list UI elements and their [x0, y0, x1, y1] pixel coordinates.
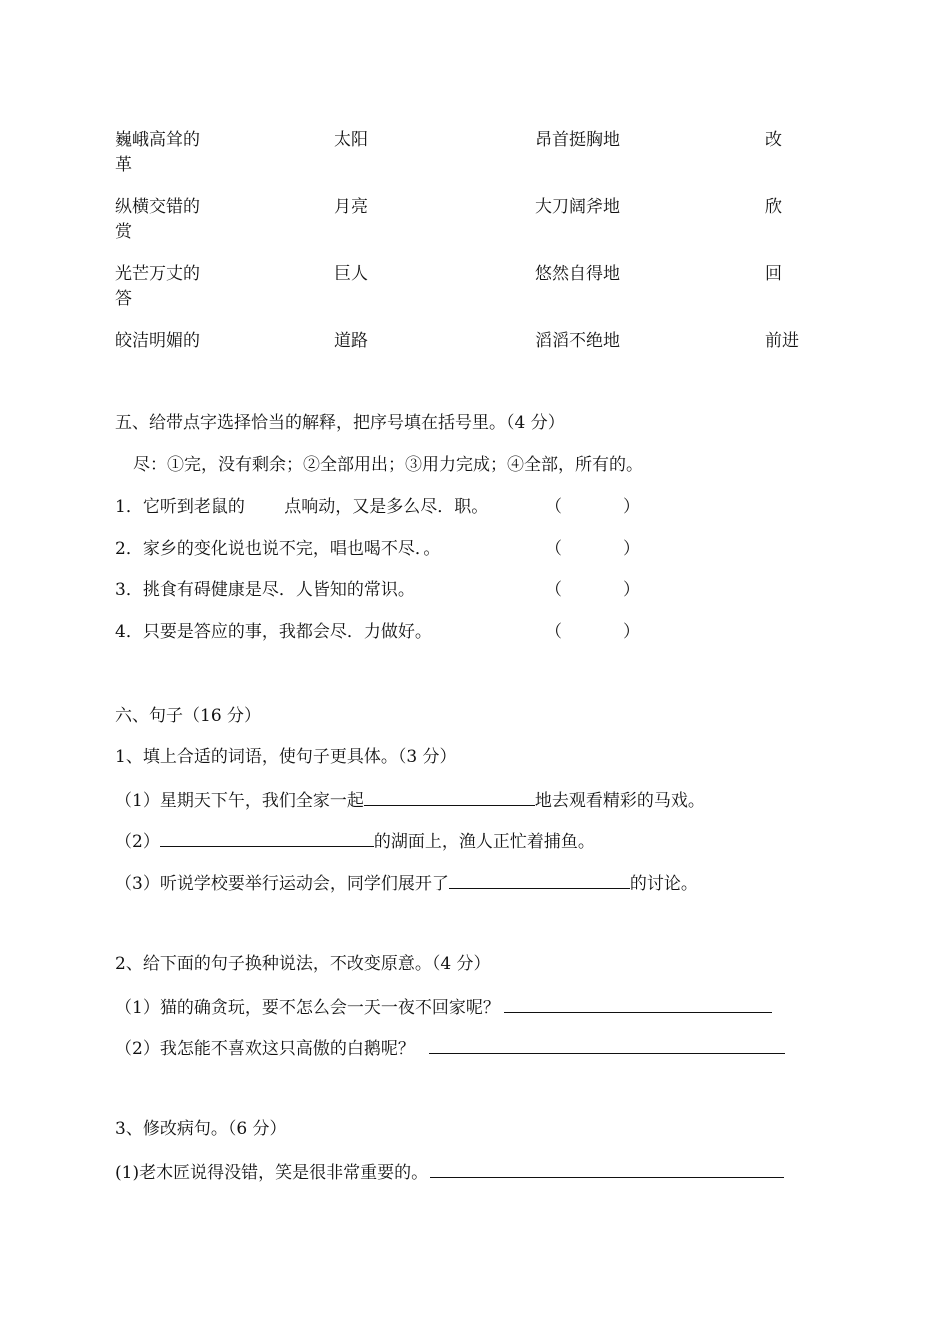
row3-col2: 巨人 — [334, 264, 368, 284]
q1-s3-after: 的讨论。 — [629, 874, 698, 894]
q3-s1-text: (1)老木匠说得没错，笑是很非常重要的。 — [115, 1163, 429, 1183]
answer-paren-close: ） — [623, 622, 640, 642]
row3-col4: 回 — [765, 264, 782, 284]
fill-blank[interactable] — [160, 828, 374, 847]
row1-col1: 巍峨高耸的 — [115, 130, 200, 150]
section6-title: 六、句子（16 分） — [115, 706, 262, 726]
section5-item-text: 2．家乡的变化说也说不完，唱也喝不尽．。 — [115, 539, 441, 559]
section5-title: 五、给带点字选择恰当的解释，把序号填在括号里。（4 分） — [115, 413, 565, 433]
answer-paren-close: ） — [623, 497, 640, 517]
row2-col1: 纵横交错的 — [115, 197, 200, 217]
row1-col4: 改 — [765, 130, 782, 150]
answer-paren-close: ） — [623, 539, 640, 559]
answer-paren-open: （ — [545, 539, 562, 559]
row1-col3: 昂首挺胸地 — [535, 130, 620, 150]
row4-col1: 皎洁明媚的 — [115, 331, 200, 351]
q1-s3-before: （3）听说学校要举行运动会，同学们展开了 — [115, 874, 449, 894]
answer-line[interactable] — [429, 1035, 785, 1054]
answer-paren-open: （ — [545, 622, 562, 642]
section5-item-text: 1．它听到老鼠的 点响动，又是多么尽．职。 — [115, 497, 489, 517]
answer-paren-open: （ — [545, 580, 562, 600]
row1-col4-wrap: 革 — [115, 155, 132, 175]
q2-sentence-2 — [115, 1035, 785, 1061]
section5-definition: 尽：①完，没有剩余；②全部用出；③用力完成；④全部，所有的。 — [133, 455, 643, 475]
row3-col3: 悠然自得地 — [535, 264, 620, 284]
q2-title: 2、给下面的句子换种说法，不改变原意。（4 分） — [115, 954, 491, 974]
q1-s2-before: （2） — [115, 832, 160, 852]
q2-sentence-1 — [115, 994, 772, 1020]
row4-col2: 道路 — [334, 331, 368, 351]
answer-line[interactable] — [430, 1159, 784, 1178]
q1-title: 1、填上合适的词语，使句子更具体。（3 分） — [115, 747, 457, 767]
answer-paren-close: ） — [623, 580, 640, 600]
q1-s2-after: 的湖面上，渔人正忙着捕鱼。 — [373, 832, 595, 852]
fill-blank[interactable] — [364, 787, 535, 806]
q3-sentence-1 — [115, 1159, 784, 1185]
row3-col4-wrap: 答 — [115, 289, 132, 309]
q1-sentence-1 — [115, 787, 705, 813]
row2-col2: 月亮 — [334, 197, 368, 217]
section5-item-text: 3．挑食有碍健康是尽．人皆知的常识。 — [115, 580, 415, 600]
q1-s1-before: （1）星期天下午，我们全家一起 — [115, 791, 364, 811]
row2-col4: 欣 — [765, 197, 782, 217]
q2-s2-text: （2）我怎能不喜欢这只高傲的白鹅呢？ — [115, 1039, 415, 1059]
q1-sentence-3 — [115, 870, 698, 896]
row4-col4: 前进 — [765, 331, 799, 351]
q1-s1-after: 地去观看精彩的马戏。 — [534, 791, 705, 811]
q1-sentence-2 — [115, 828, 595, 854]
row1-col2: 太阳 — [334, 130, 368, 150]
row4-col3: 滔滔不绝地 — [535, 331, 620, 351]
row2-col3: 大刀阔斧地 — [535, 197, 620, 217]
row3-col1: 光芒万丈的 — [115, 264, 200, 284]
row2-col4-wrap: 赏 — [115, 222, 132, 242]
answer-paren-open: （ — [545, 497, 562, 517]
answer-line[interactable] — [504, 994, 772, 1013]
fill-blank[interactable] — [449, 870, 630, 889]
q3-title: 3、修改病句。（6 分） — [115, 1119, 287, 1139]
q2-s1-text: （1）猫的确贪玩，要不怎么会一天一夜不回家呢？ — [115, 998, 500, 1018]
section5-item-text: 4．只要是答应的事，我都会尽．力做好。 — [115, 622, 432, 642]
